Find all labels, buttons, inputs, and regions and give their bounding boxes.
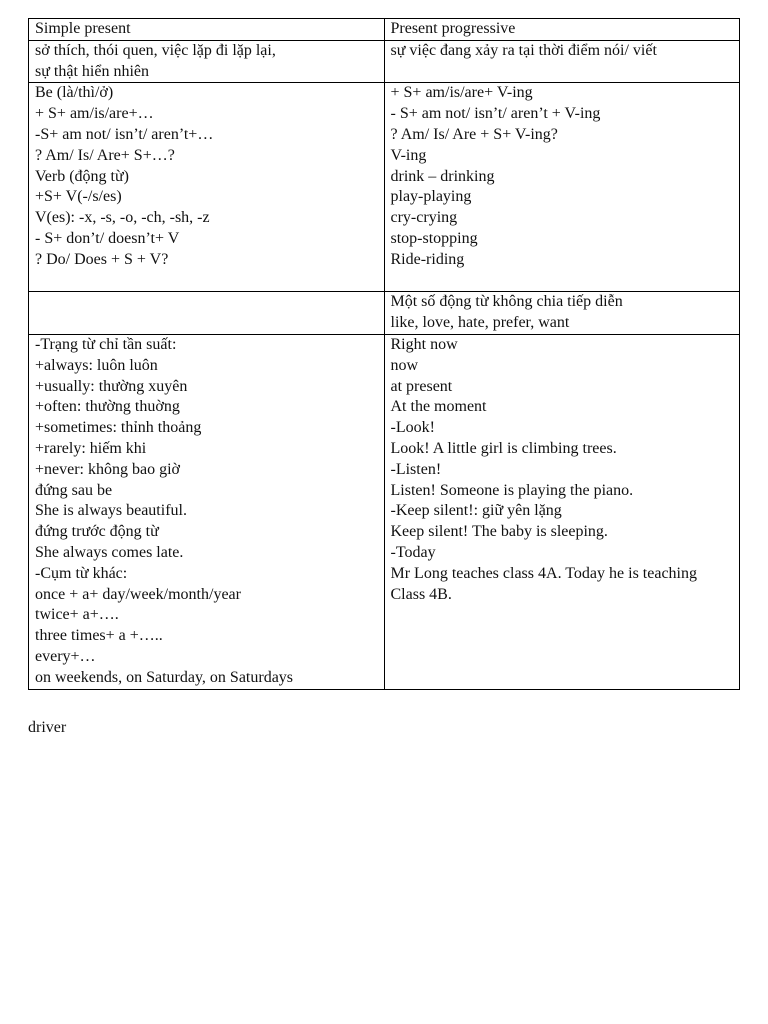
signals-left-line: đứng sau be [35, 481, 113, 499]
signals-right-cell [384, 334, 740, 689]
forms-right-line: stop-stopping [390, 229, 478, 247]
signals-left-line: +never: không bao giờ [35, 460, 181, 478]
forms-right-line: - S+ am not/ isn’t/ aren’t + V-ing [390, 105, 601, 123]
forms-left-line: V(es): -x, -s, -o, -ch, -sh, -z [35, 209, 210, 227]
grammar-table [28, 18, 740, 690]
signals-left-cell [29, 334, 385, 689]
stative-right-line: Một số động từ không chia tiếp diễn [390, 293, 623, 311]
usage-row [29, 40, 740, 83]
signals-right-line: now [390, 356, 419, 374]
signals-left-line: -Cụm từ khác: [35, 564, 128, 582]
forms-right-cell [384, 83, 740, 292]
signals-left-line: on weekends, on Saturday, on Saturdays [35, 668, 294, 686]
signals-left-line: once + a+ day/week/month/year [35, 585, 241, 603]
signals-left-line: +sometimes: thỉnh thoảng [35, 419, 202, 437]
signals-left-line: +usually: thường xuyên [35, 377, 188, 395]
signals-right-line: Mr Long teaches class 4A. Today he is teaching [390, 564, 697, 582]
signals-right-line: Look! A little girl is climbing trees. [390, 439, 617, 457]
signals-left-line: every+… [35, 647, 96, 665]
header-present-progressive [384, 19, 740, 41]
forms-row [29, 83, 740, 292]
signals-left-line: three times+ a +….. [35, 627, 163, 645]
signals-left-line: +always: luôn luôn [35, 356, 158, 374]
usage-left-line: sự thật hiển nhiên [35, 62, 149, 80]
signals-row [29, 334, 740, 689]
signals-right-line: At the moment [390, 398, 487, 416]
stative-left-cell [29, 292, 385, 335]
blank-line [391, 271, 734, 292]
forms-left-line: + S+ am/is/are+… [35, 105, 154, 123]
stative-row [29, 292, 740, 335]
signals-left-line: +often: thường thuờng [35, 398, 180, 416]
stative-right-line: like, love, hate, prefer, want [390, 314, 570, 332]
forms-left-line: ? Do/ Does + S + V? [35, 250, 169, 268]
forms-right-line: + S+ am/is/are+ V-ing [390, 84, 533, 102]
forms-left-line: Be (là/thì/ở) [35, 84, 114, 102]
signals-left-line: She always comes late. [35, 543, 184, 561]
signals-right-line: Listen! Someone is playing the piano. [390, 481, 634, 499]
header-left-text: Simple present [35, 20, 131, 37]
signals-right-line: Keep silent! The baby is sleeping. [390, 523, 608, 541]
signals-right-line: -Today [390, 543, 436, 561]
signals-left-line: đứng trước động từ [35, 523, 159, 541]
forms-right-line: cry-crying [390, 209, 458, 227]
forms-left-line: - S+ don’t/ doesn’t+ V [35, 229, 180, 247]
signals-left-line: -Trạng từ chỉ tần suất: [35, 335, 177, 353]
blank-line [35, 271, 378, 292]
forms-left-line: ? Am/ Is/ Are+ S+…? [35, 146, 175, 164]
header-row [29, 19, 740, 41]
forms-left-cell [29, 83, 385, 292]
usage-right-cell [384, 40, 740, 83]
stative-right-cell [384, 292, 740, 335]
forms-right-line: drink – drinking [390, 167, 495, 185]
signals-right-line: at present [390, 377, 453, 395]
forms-right-line: Ride-riding [390, 250, 465, 268]
signals-left-line: twice+ a+…. [35, 606, 119, 624]
body-text-driver: driver [28, 719, 67, 736]
header-right-text: Present progressive [390, 20, 516, 37]
forms-left-line: Verb (động từ) [35, 167, 129, 185]
forms-left-line: +S+ V(-/s/es) [35, 188, 122, 206]
forms-right-line: V-ing [390, 146, 427, 164]
signals-left-line: She is always beautiful. [35, 502, 187, 520]
signals-right-line: -Keep silent!: giữ yên lặng [390, 502, 562, 520]
header-simple-present [29, 19, 385, 41]
signals-right-line: -Listen! [390, 460, 442, 478]
forms-right-line: ? Am/ Is/ Are + S+ V-ing? [390, 125, 558, 143]
forms-right-line: play-playing [390, 188, 472, 206]
signals-right-line: -Look! [390, 419, 435, 437]
signals-right-line: Right now [390, 335, 458, 353]
usage-left-line: sở thích, thói quen, việc lặp đi lặp lại, [35, 41, 276, 59]
signals-right-line: Class 4B. [390, 585, 452, 603]
forms-left-line: -S+ am not/ isn’t/ aren’t+… [35, 125, 214, 143]
signals-left-line: +rarely: hiếm khi [35, 439, 147, 457]
usage-left-cell [29, 40, 385, 83]
usage-right-line: sự việc đang xảy ra tại thời điểm nói/ viết [390, 41, 657, 59]
